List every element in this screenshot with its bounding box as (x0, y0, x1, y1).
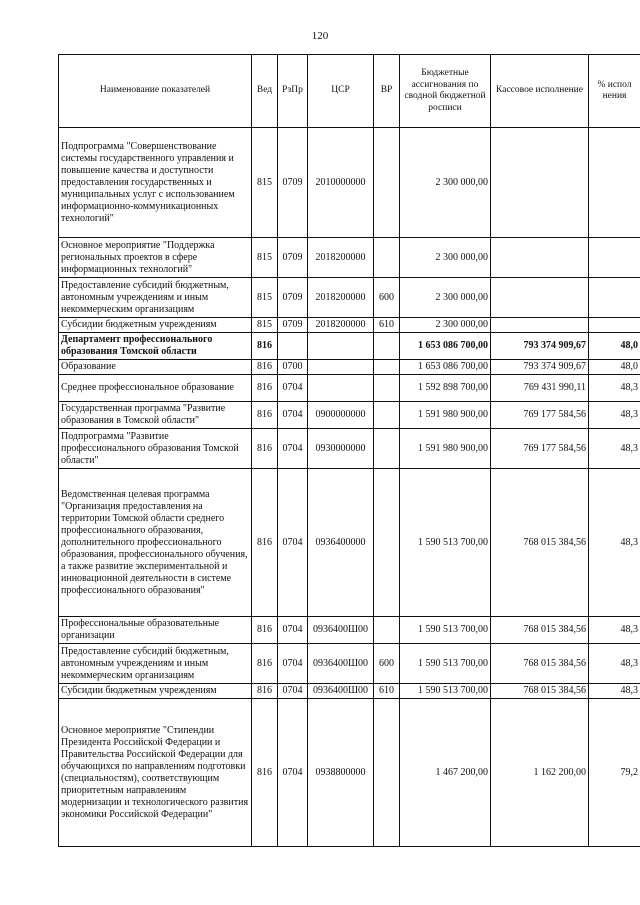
cell-cash: 768 015 384,56 (491, 469, 589, 617)
cell-ved: 815 (252, 278, 278, 318)
cell-rzpr (278, 333, 308, 360)
cell-rzpr: 0704 (278, 375, 308, 402)
cell-ved: 816 (252, 469, 278, 617)
cell-name: Профессиональные образовательные организации (59, 617, 252, 644)
cell-cash (491, 318, 589, 333)
cell-name: Основное мероприятие "Стипендии Президента Российской Федерации и Правительства Российской Федерации для обучающихся по направлениям подготовки (специальностям), соответствующим приоритетным направлениям модернизации и технологического развития экономики Российской Федерации" (59, 699, 252, 847)
cell-budget: 1 590 513 700,00 (400, 684, 491, 699)
cell-pct: 48,3 (589, 469, 640, 617)
cell-vr (374, 333, 400, 360)
table-row (59, 684, 640, 699)
cell-name: Образование (59, 360, 252, 375)
cell-vr (374, 402, 400, 429)
cell-name: Ведомственная целевая программа "Организация предоставления на территории Томской области среднего профессионального образования, дополнительного профессионального образования, профессионального обучения, а также развитие экспериментальной и инновационной деятельности в системе профессионального образования" (59, 469, 252, 617)
cell-ved: 816 (252, 429, 278, 469)
cell-budget: 2 300 000,00 (400, 128, 491, 238)
cell-vr: 600 (374, 278, 400, 318)
cell-vr (374, 238, 400, 278)
cell-cash: 793 374 909,67 (491, 360, 589, 375)
cell-csr: 0900000000 (308, 402, 374, 429)
cell-rzpr: 0704 (278, 617, 308, 644)
cell-ved: 815 (252, 238, 278, 278)
cell-csr (308, 333, 374, 360)
cell-rzpr: 0709 (278, 318, 308, 333)
table-row (59, 429, 640, 469)
cell-cash: 769 177 584,56 (491, 429, 589, 469)
cell-budget: 1 653 086 700,00 (400, 333, 491, 360)
cell-ved: 816 (252, 644, 278, 684)
cell-vr: 610 (374, 318, 400, 333)
table-row (59, 402, 640, 429)
cell-pct (589, 318, 640, 333)
header-csr: ЦСР (308, 55, 374, 128)
cell-csr: 2018200000 (308, 278, 374, 318)
cell-pct: 48,3 (589, 375, 640, 402)
cell-csr: 0938800000 (308, 699, 374, 847)
table-row (59, 318, 640, 333)
cell-csr: 0936400Ш00 (308, 684, 374, 699)
cell-budget: 2 300 000,00 (400, 318, 491, 333)
cell-vr (374, 699, 400, 847)
cell-budget: 1 591 980 900,00 (400, 429, 491, 469)
cell-cash (491, 128, 589, 238)
cell-budget: 1 653 086 700,00 (400, 360, 491, 375)
cell-pct: 48,3 (589, 429, 640, 469)
cell-ved: 816 (252, 375, 278, 402)
header-pct: % испол нения (589, 55, 640, 128)
cell-rzpr: 0704 (278, 429, 308, 469)
cell-pct: 48,3 (589, 644, 640, 684)
cell-cash (491, 278, 589, 318)
cell-csr: 2018200000 (308, 318, 374, 333)
cell-ved: 816 (252, 684, 278, 699)
cell-vr: 600 (374, 644, 400, 684)
cell-name: Основное мероприятие "Поддержка региональных проектов в сфере информационных технологий" (59, 238, 252, 278)
cell-ved: 816 (252, 333, 278, 360)
cell-budget: 1 590 513 700,00 (400, 617, 491, 644)
cell-cash: 769 431 990,11 (491, 375, 589, 402)
cell-name: Среднее профессиональное образование (59, 375, 252, 402)
cell-rzpr: 0709 (278, 238, 308, 278)
cell-csr: 0936400000 (308, 469, 374, 617)
cell-rzpr: 0704 (278, 699, 308, 847)
cell-ved: 816 (252, 617, 278, 644)
table-row (59, 644, 640, 684)
cell-rzpr: 0709 (278, 128, 308, 238)
page-number: 120 (311, 30, 329, 42)
table-row (59, 128, 640, 238)
table-header-row (59, 55, 640, 128)
cell-pct: 79,2 (589, 699, 640, 847)
table-row (59, 278, 640, 318)
cell-pct: 48,3 (589, 684, 640, 699)
cell-pct: 48,3 (589, 402, 640, 429)
cell-cash: 793 374 909,67 (491, 333, 589, 360)
header-budget: Бюджетные ассигнования по сводной бюджетной росписи (400, 55, 491, 128)
cell-rzpr: 0704 (278, 684, 308, 699)
cell-cash (491, 238, 589, 278)
cell-csr: 0936400Ш00 (308, 644, 374, 684)
cell-name: Предоставление субсидий бюджетным, автономным учреждениям и иным некоммерческим организациям (59, 644, 252, 684)
cell-csr: 0930000000 (308, 429, 374, 469)
table-row (59, 617, 640, 644)
cell-rzpr: 0700 (278, 360, 308, 375)
header-rzpr: РзПр (278, 55, 308, 128)
table-row (59, 238, 640, 278)
cell-ved: 815 (252, 128, 278, 238)
cell-vr (374, 360, 400, 375)
cell-budget: 2 300 000,00 (400, 278, 491, 318)
cell-budget: 1 590 513 700,00 (400, 644, 491, 684)
cell-name: Подпрограмма "Развитие профессионального образования Томской области" (59, 429, 252, 469)
header-name: Наименование показателей (59, 55, 252, 128)
table-row (59, 360, 640, 375)
cell-ved: 816 (252, 402, 278, 429)
cell-budget: 2 300 000,00 (400, 238, 491, 278)
cell-name: Субсидии бюджетным учреждениям (59, 684, 252, 699)
cell-name: Государственная программа "Развитие образования в Томской области" (59, 402, 252, 429)
table-row (59, 469, 640, 617)
cell-cash: 769 177 584,56 (491, 402, 589, 429)
header-vr: ВР (374, 55, 400, 128)
cell-pct (589, 278, 640, 318)
cell-name: Субсидии бюджетным учреждениям (59, 318, 252, 333)
budget-execution-table (58, 54, 640, 847)
cell-vr: 610 (374, 684, 400, 699)
cell-vr (374, 128, 400, 238)
cell-cash: 768 015 384,56 (491, 617, 589, 644)
cell-budget: 1 591 980 900,00 (400, 402, 491, 429)
cell-cash: 1 162 200,00 (491, 699, 589, 847)
cell-name: Департамент профессионального образования Томской области (59, 333, 252, 360)
cell-pct: 48,0 (589, 360, 640, 375)
cell-rzpr: 0704 (278, 402, 308, 429)
cell-vr (374, 469, 400, 617)
cell-budget: 1 592 898 700,00 (400, 375, 491, 402)
cell-csr: 2010000000 (308, 128, 374, 238)
cell-csr (308, 375, 374, 402)
cell-cash: 768 015 384,56 (491, 644, 589, 684)
cell-pct (589, 128, 640, 238)
cell-ved: 816 (252, 699, 278, 847)
cell-ved: 816 (252, 360, 278, 375)
cell-cash: 768 015 384,56 (491, 684, 589, 699)
cell-budget: 1 590 513 700,00 (400, 469, 491, 617)
cell-vr (374, 429, 400, 469)
cell-vr (374, 375, 400, 402)
table-row (59, 333, 640, 360)
cell-vr (374, 617, 400, 644)
cell-pct: 48,0 (589, 333, 640, 360)
cell-pct (589, 238, 640, 278)
cell-pct: 48,3 (589, 617, 640, 644)
table-body (59, 128, 640, 847)
cell-csr (308, 360, 374, 375)
cell-csr: 0936400Ш00 (308, 617, 374, 644)
cell-name: Предоставление субсидий бюджетным, автономным учреждениям и иным некоммерческим организациям (59, 278, 252, 318)
cell-name: Подпрограмма "Совершенствование системы государственного управления и повышение качества и доступности предоставления государственных и муниципальных услуг с использованием информационно-коммуникационных технологий" (59, 128, 252, 238)
cell-rzpr: 0704 (278, 644, 308, 684)
header-cash: Кассовое исполнение (491, 55, 589, 128)
table-row (59, 375, 640, 402)
cell-budget: 1 467 200,00 (400, 699, 491, 847)
cell-csr: 2018200000 (308, 238, 374, 278)
header-ved: Вед (252, 55, 278, 128)
cell-rzpr: 0704 (278, 469, 308, 617)
cell-rzpr: 0709 (278, 278, 308, 318)
cell-ved: 815 (252, 318, 278, 333)
table-row (59, 699, 640, 847)
